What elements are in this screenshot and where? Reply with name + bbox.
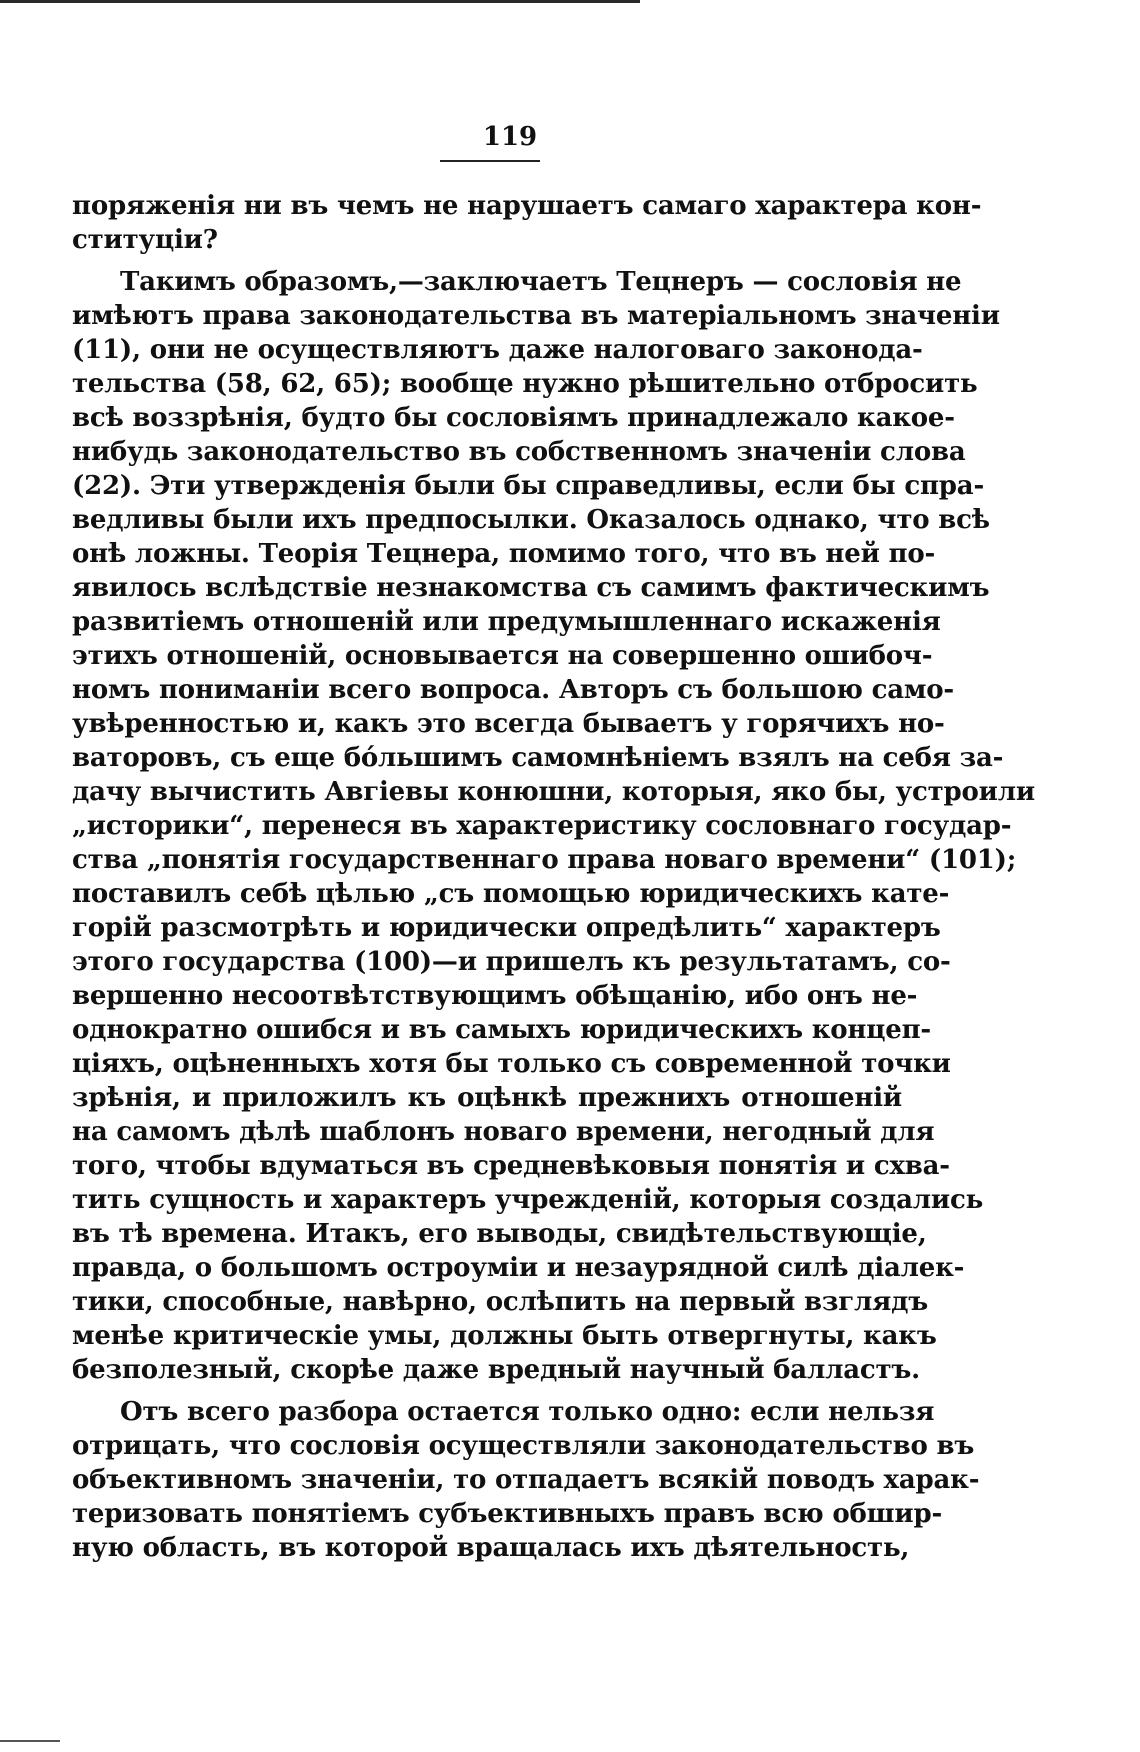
text-line: ціяхъ, оцѣненныхъ хотя бы только съ современной точки <box>72 1049 951 1079</box>
text-line: ную область, въ которой вращалась ихъ дѣятельность, <box>72 1533 910 1563</box>
paragraph-1 <box>72 189 982 265</box>
text-line: (22). Эти утвержденія были бы справедливы, если бы спра- <box>72 471 985 501</box>
text-line: Отъ всего разбора остается только одно: если нельзя <box>120 1397 935 1427</box>
text-line: отрицать, что сословія осуществляли законодательство въ <box>72 1431 975 1461</box>
text-line: Такимъ образомъ,—заключаетъ Тецнеръ — сословія не <box>120 267 962 297</box>
text-line: тельства (58, 62, 65); вообще нужно рѣшительно отбросить <box>72 369 978 399</box>
text-line: онѣ ложны. Теорія Тецнера, помимо того, что въ ней по- <box>72 539 936 569</box>
text-line: имѣютъ права законодательства въ матеріальномъ значеніи <box>72 301 1000 331</box>
text-line: поряженія ни въ чемъ не нарушаетъ самаго характера кон- <box>72 191 982 221</box>
text-line: правда, о большомъ остроуміи и незаурядной силѣ діалек- <box>72 1253 965 1283</box>
body-text <box>72 189 1035 1565</box>
text-line: зрѣнія, и приложилъ къ оцѣнкѣ прежнихъ отношеній <box>72 1083 902 1113</box>
text-line: теризовать понятіемъ субъективныхъ правъ всю обшир- <box>72 1499 943 1529</box>
text-line: вершенно несоотвѣтствующимъ обѣщанію, ибо онъ не- <box>72 981 918 1011</box>
text-line: однократно ошибся и въ самыхъ юридическихъ концеп- <box>72 1015 932 1045</box>
paragraph-2 <box>72 265 1035 1395</box>
text-line: поставилъ себѣ цѣлью „съ помощью юридическихъ кате- <box>72 879 950 909</box>
text-line: „историки“, перенеся въ характеристику сословнаго государ- <box>72 811 1012 841</box>
text-line: этого государства (100)—и пришелъ къ результатамъ, со- <box>72 947 951 977</box>
text-line: ваторовъ, съ еще бо́льшимъ самомнѣніемъ взялъ на себя за- <box>72 743 1004 773</box>
text-line: номъ пониманіи всего вопроса. Авторъ съ большою само- <box>72 675 954 705</box>
text-line: ства „понятія государственнаго права новаго времени“ (101); <box>72 845 1017 875</box>
text-line: менѣе критическіе умы, должны быть отвергнуты, какъ <box>72 1321 937 1351</box>
text-line: этихъ отношеній, основывается на совершенно ошибоч- <box>72 641 933 671</box>
text-line: увѣренностью и, какъ это всегда бываетъ у горячихъ но- <box>72 709 945 739</box>
text-line: объективномъ значеніи, то отпадаетъ всякій поводъ харак- <box>72 1465 980 1495</box>
paragraph-3 <box>72 1395 980 1565</box>
page-number-underline <box>440 160 540 162</box>
text-line: безполезный, скорѣе даже вредный научный балластъ. <box>72 1355 920 1385</box>
text-line: горій разсмотрѣть и юридически опредѣлить“ характеръ <box>72 913 941 943</box>
bottom-rule <box>0 1740 60 1742</box>
text-line: тить сущность и характеръ учрежденій, которыя создались <box>72 1185 984 1215</box>
text-line: (11), они не осуществляютъ даже налоговаго законода- <box>72 335 923 365</box>
text-line: тики, способные, навѣрно, ослѣпить на первый взглядъ <box>72 1287 928 1317</box>
page-number: 119 <box>482 122 538 152</box>
text-line: въ тѣ времена. Итакъ, его выводы, свидѣтельствующіе, <box>72 1219 927 1249</box>
text-line: всѣ воззрѣнія, будто бы сословіямъ принадлежало какое- <box>72 403 955 433</box>
text-line: того, чтобы вдуматься въ средневѣковыя понятія и схва- <box>72 1151 950 1181</box>
top-rule <box>0 0 640 3</box>
text-line: ституціи? <box>72 225 218 255</box>
text-line: дачу вычистить Авгіевы конюшни, которыя, яко бы, устроили <box>72 777 1035 807</box>
text-line: нибудь законодательство въ собственномъ значеніи слова <box>72 437 966 467</box>
text-line: развитіемъ отношеній или предумышленнаго искаженія <box>72 607 941 637</box>
text-line: явилось вслѣдствіе незнакомства съ самимъ фактическимъ <box>72 573 990 603</box>
text-line: ведливы были ихъ предпосылки. Оказалось однако, что всѣ <box>72 505 990 535</box>
text-line: на самомъ дѣлѣ шаблонъ новаго времени, негодный для <box>72 1117 935 1147</box>
